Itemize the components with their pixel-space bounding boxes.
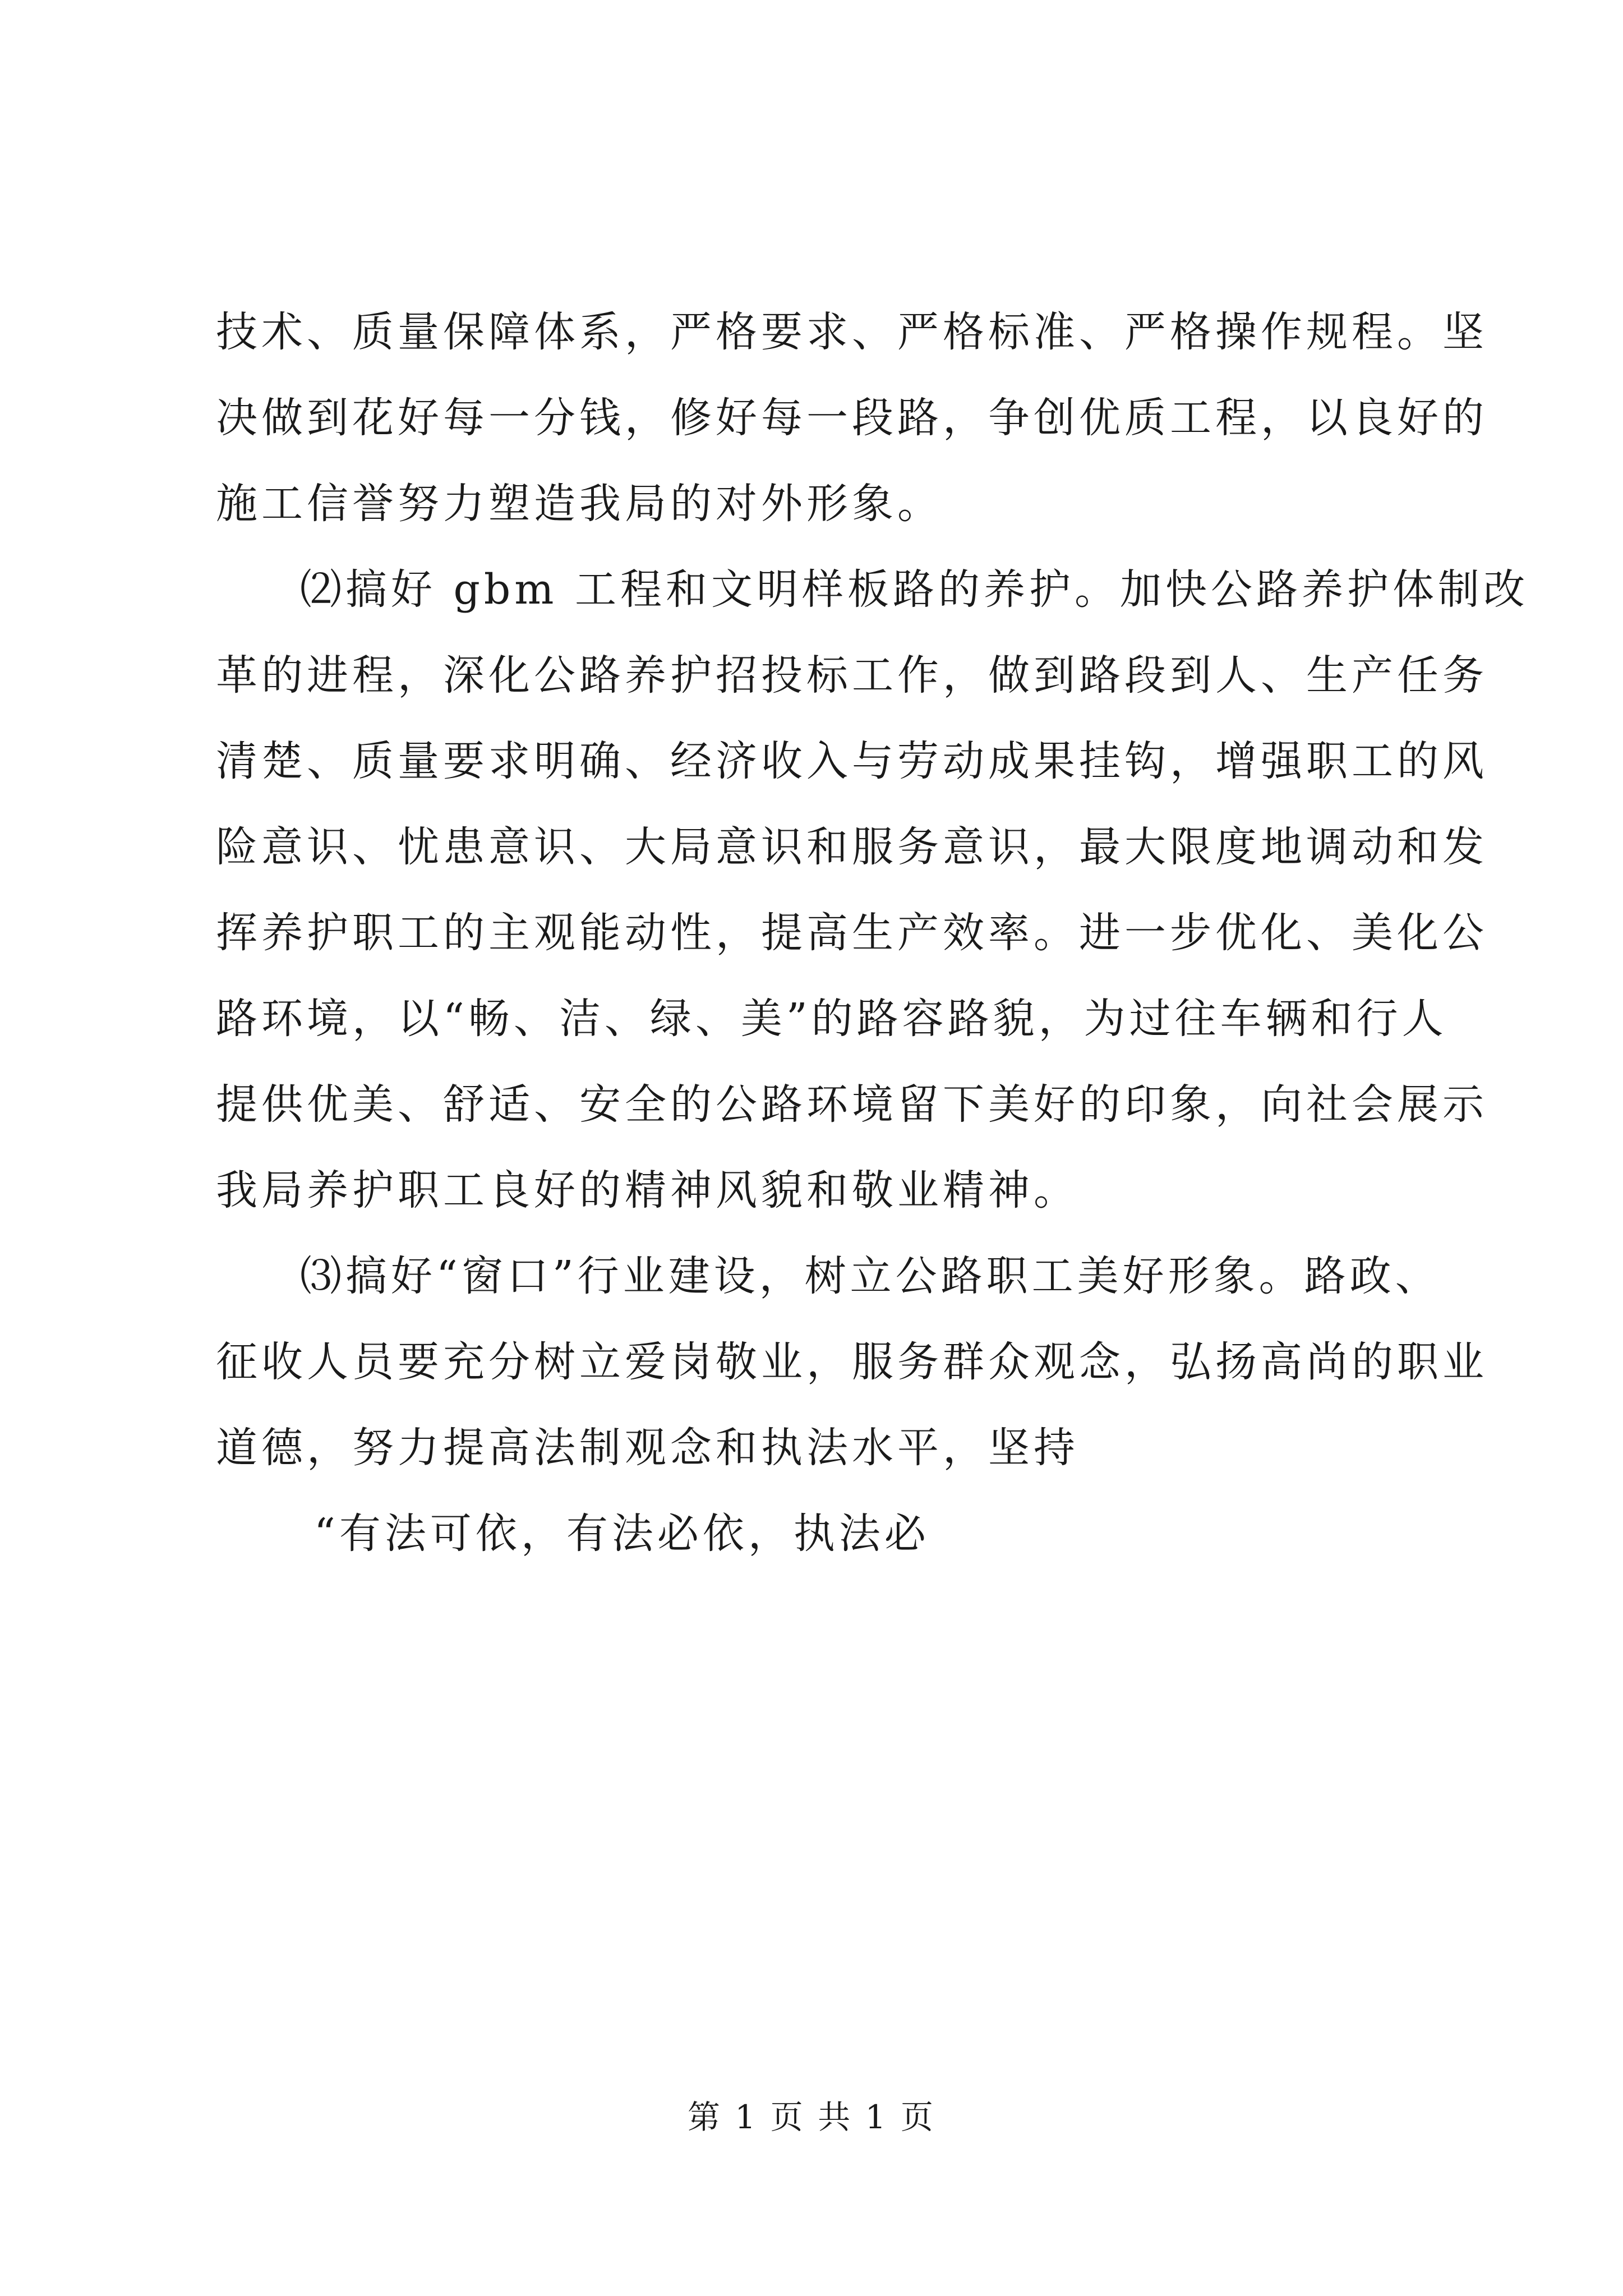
paragraph-line: 征收人员要充分树立爱岗敬业，服务群众观念，弘扬高尚的职业: [216, 1338, 1488, 1386]
paragraph-line: 险意识、忧患意识、大局意识和服务意识，最大限度地调动和发: [216, 823, 1488, 871]
paragraph-line: ⑵搞好 gbm 工程和文明样板路的养护。加快公路养护体制改: [300, 565, 1529, 614]
paragraph-line: 革的进程，深化公路养护招投标工作，做到路段到人、生产任务: [216, 651, 1488, 700]
paragraph-line: 技术、质量保障体系，严格要求、严格标准、严格操作规程。坚: [216, 308, 1488, 356]
paragraph-line: ⑶搞好“窗口”行业建设，树立公路职工美好形象。路政、: [300, 1252, 1441, 1300]
paragraph-line: 道德，努力提高法制观念和执法水平，坚持: [216, 1424, 1079, 1472]
paragraph-line: 提供优美、舒适、安全的公路环境留下美好的印象，向社会展示: [216, 1080, 1488, 1129]
page-number-footer: 第 1 页 共 1 页: [688, 2098, 935, 2136]
paragraph-line: 路环境，以“畅、洁、绿、美”的路容路貌，为过往车辆和行人: [216, 995, 1447, 1043]
paragraph-line: 清楚、质量要求明确、经济收入与劳动成果挂钩，增强职工的风: [216, 737, 1488, 785]
paragraph-line: 挥养护职工的主观能动性，提高生产效率。进一步优化、美化公: [216, 909, 1488, 957]
paragraph-line: 决做到花好每一分钱，修好每一段路，争创优质工程，以良好的: [216, 394, 1488, 442]
paragraph-line: “有法可依，有法必依，执法必: [314, 1510, 930, 1558]
paragraph-line: 我局养护职工良好的精神风貌和敬业精神。: [216, 1166, 1079, 1214]
paragraph-line: 施工信誉努力塑造我局的对外形象。: [216, 480, 943, 528]
